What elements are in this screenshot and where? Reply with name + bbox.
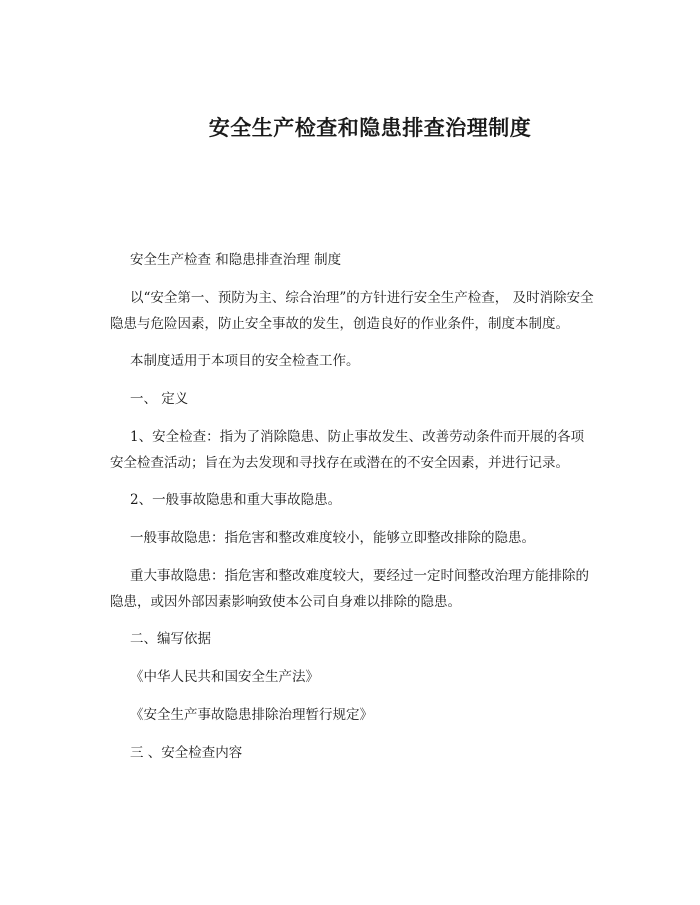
section-heading-definition: 一、 定义 <box>130 391 189 407</box>
paragraph-policy <box>110 285 630 337</box>
paragraph-major-hazard <box>110 563 630 615</box>
paragraph-safety-inspection-line2: 安全检查活动；旨在为去发现和寻找存在或潜在的不安全因素，并进行记录。 <box>110 455 569 471</box>
document-title: 安全生产检查和隐患排查治理制度 <box>208 115 532 140</box>
paragraph-doc-name: 安全生产检查 和隐患排查治理 制度 <box>130 252 342 268</box>
paragraph-major-hazard-line1: 重大事故隐患：指危害和整改难度较大，要经过一定时间整改治理方能排除的 <box>130 568 589 584</box>
section-heading-inspection-content: 三 、安全检查内容 <box>130 745 243 761</box>
paragraph-general-hazard: 一般事故隐患：指危害和整改难度较小，能够立即整改排除的隐患。 <box>130 530 535 546</box>
paragraph-scope: 本制度适用于本项目的安全检查工作。 <box>130 353 360 369</box>
paragraph-hazard-types: 2、一般事故隐患和重大事故隐患。 <box>130 492 342 508</box>
paragraph-safety-inspection <box>110 424 630 476</box>
paragraph-policy-line1: 以“安全第一、预防为主、综合治理”的方针进行安全生产检查， 及时消除安全 <box>130 290 594 306</box>
reference-safety-law: 《中华人民共和国安全生产法》 <box>130 669 319 685</box>
paragraph-policy-line2: 隐患与危险因素，防止安全事故的发生，创造良好的作业条件，制度本制度。 <box>110 316 569 332</box>
paragraph-major-hazard-line2: 隐患，或因外部因素影响致使本公司自身难以排除的隐患。 <box>110 594 461 610</box>
section-heading-basis: 二、编写依据 <box>130 631 211 647</box>
reference-hazard-regulation: 《安全生产事故隐患排除治理暂行规定》 <box>130 707 373 723</box>
paragraph-safety-inspection-line1: 1、安全检查：指为了消除隐患、防止事故发生、改善劳动条件而开展的各项 <box>130 429 585 445</box>
